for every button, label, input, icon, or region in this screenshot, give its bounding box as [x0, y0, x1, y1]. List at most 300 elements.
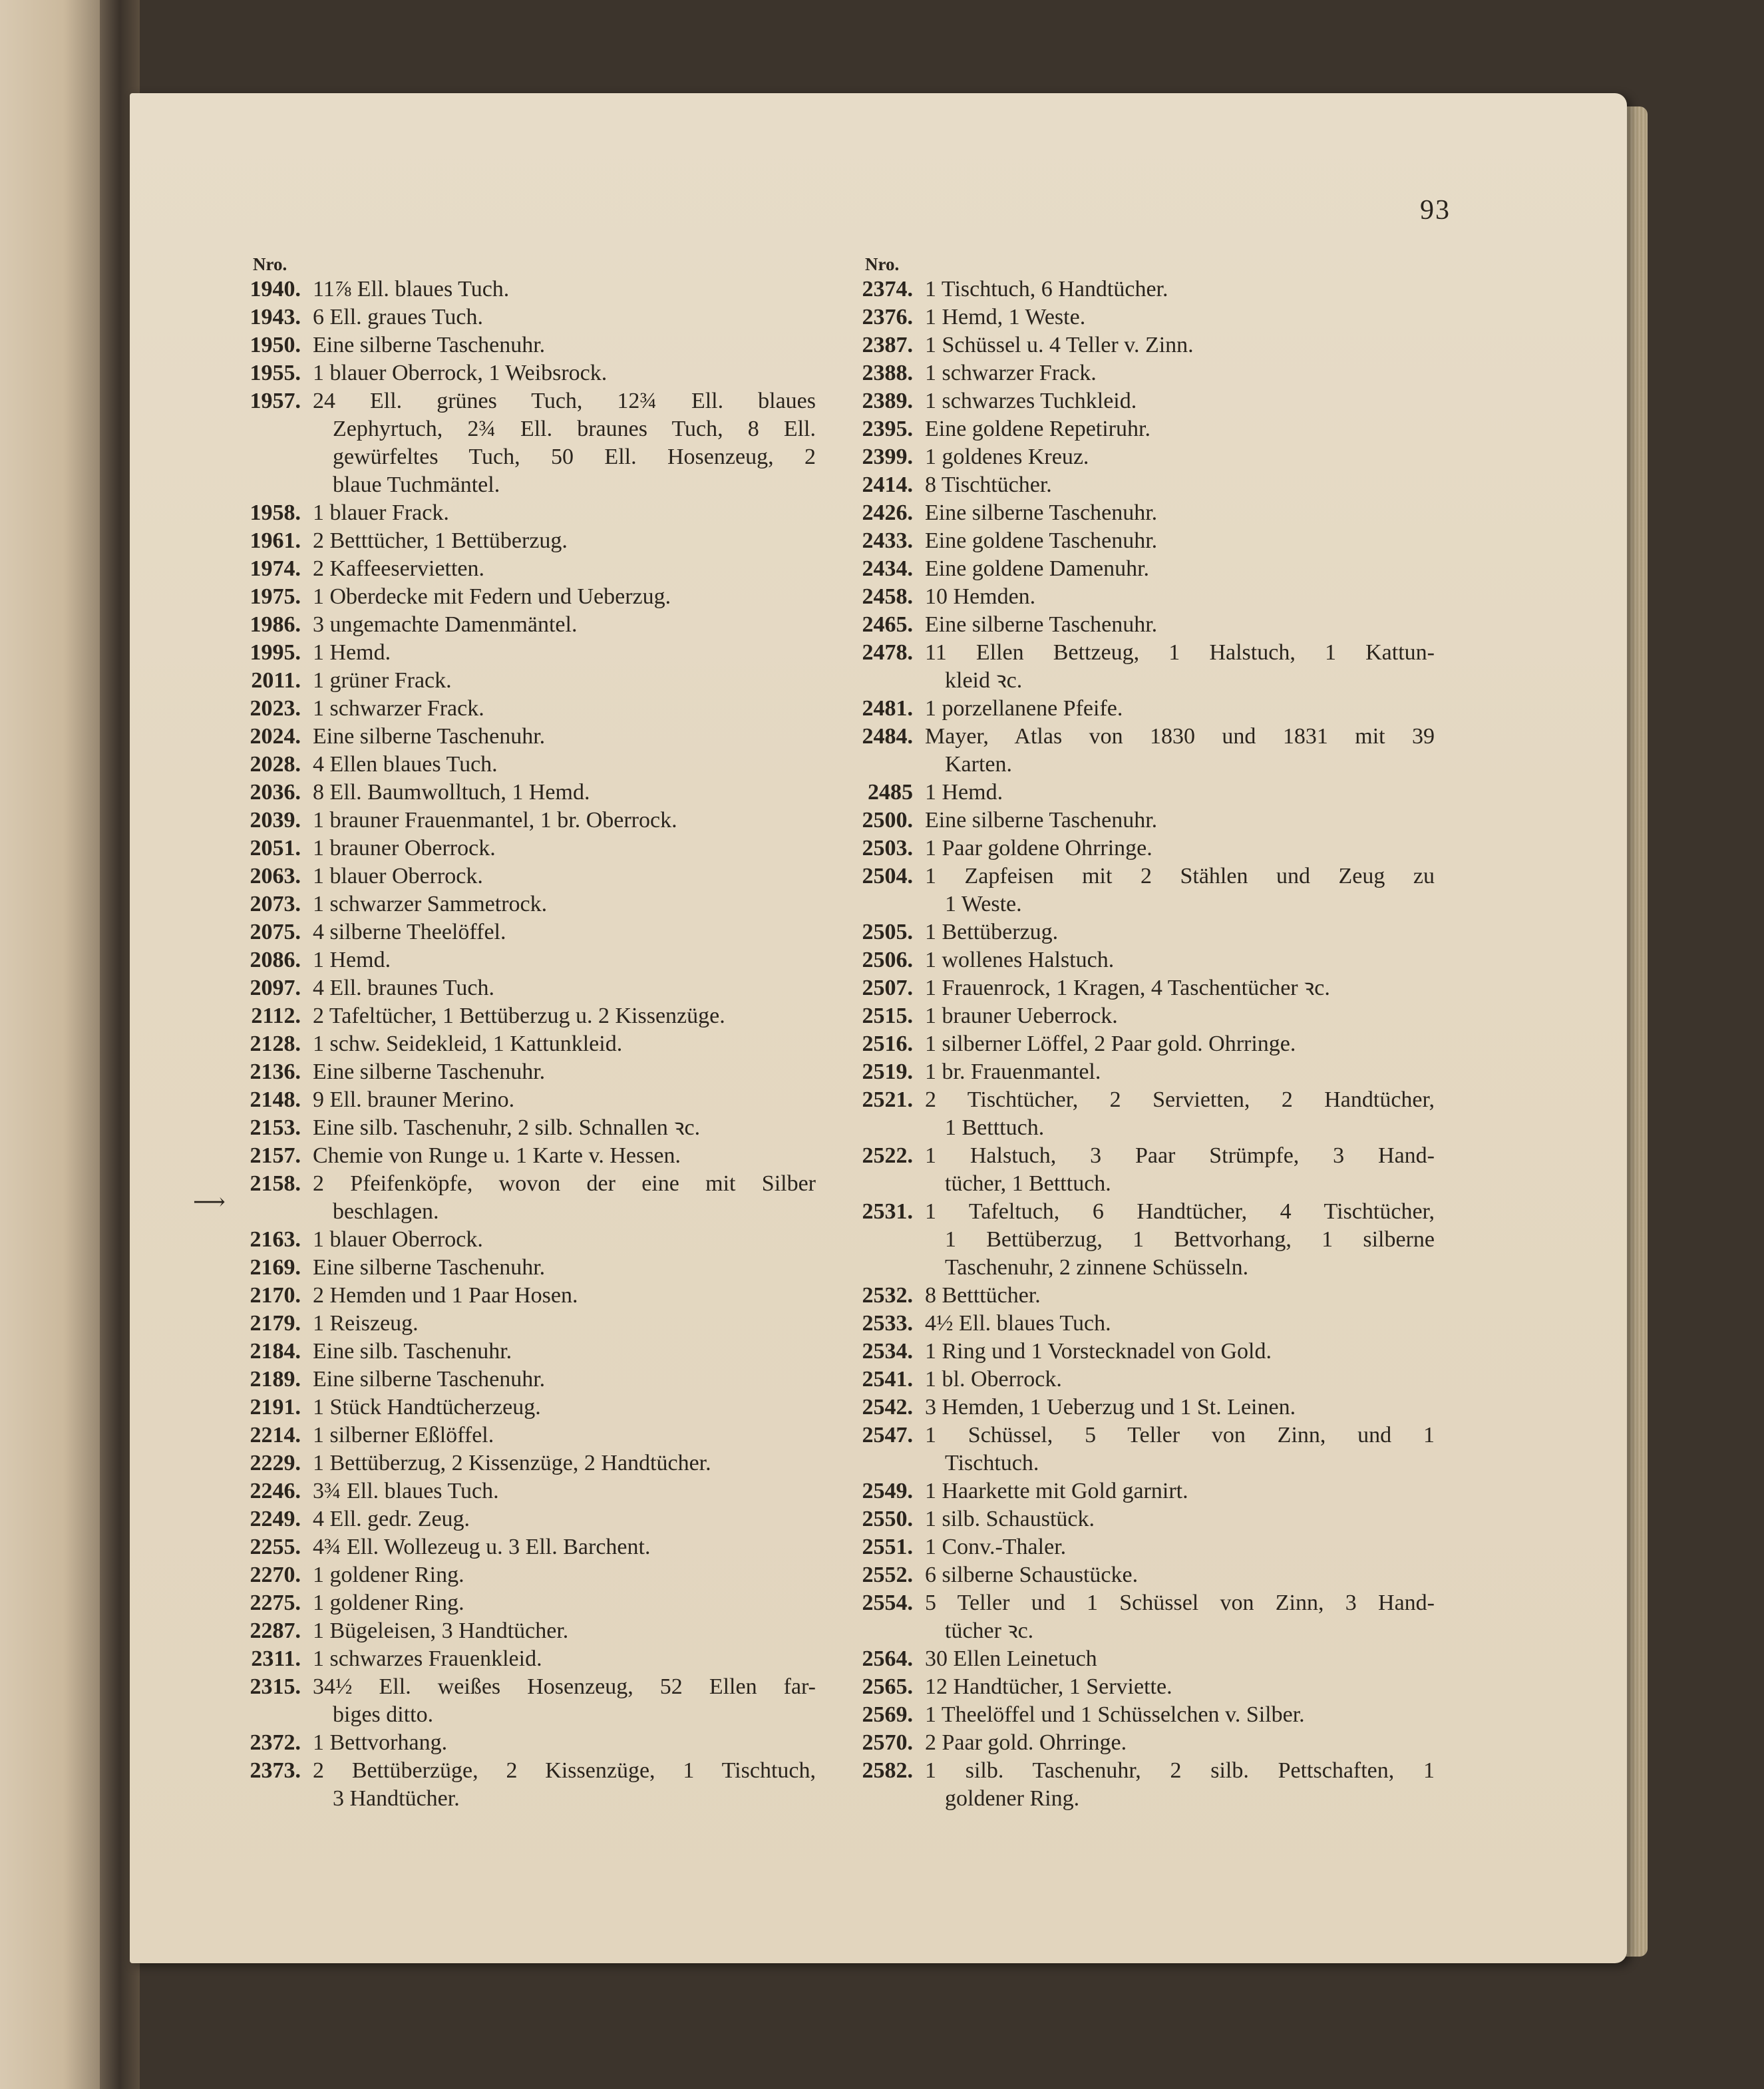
entry-description: 1 Hemd. [313, 948, 391, 972]
entry-number: 2086. [250, 948, 301, 972]
entry-description: 1 Betttuch. [945, 1115, 1045, 1140]
entry-description: blaue Tuchmäntel. [333, 473, 500, 497]
entry-description: Eine silberne Taschenuhr. [313, 1059, 546, 1084]
entry-description: 1 Haarkette mit Gold garnirt. [925, 1479, 1188, 1503]
entry-description: kleid ꝛc. [945, 668, 1023, 693]
list-item [832, 387, 1437, 415]
entry-description: 2 Tafeltücher, 1 Bettüberzug u. 2 Kissenzüge. [313, 1004, 725, 1028]
entry-description: Karten. [945, 752, 1013, 777]
entry-number: 1974. [250, 556, 301, 581]
list-item [220, 1282, 818, 1310]
entry-description: 4 silberne Theelöffel. [313, 920, 506, 944]
list-item [832, 331, 1437, 359]
list-item [220, 1533, 818, 1561]
list-item [220, 1170, 818, 1198]
entry-number: 2388. [862, 361, 913, 385]
entry-number: 2270. [250, 1563, 301, 1587]
list-item [832, 1673, 1437, 1701]
list-item-continuation [832, 1170, 1437, 1198]
entry-description: 6 silberne Schaustücke. [925, 1563, 1139, 1587]
entry-number: 2275. [250, 1591, 301, 1615]
entry-number: 2246. [250, 1479, 301, 1503]
list-item [832, 779, 1437, 807]
list-item [832, 1142, 1437, 1170]
entry-number [832, 1785, 925, 1813]
list-item-continuation [220, 443, 818, 471]
entry-number: 2516. [862, 1032, 913, 1056]
entry-description: 1 wollenes Halstuch. [925, 948, 1115, 972]
entry-description: Eine silberne Taschenuhr. [925, 612, 1158, 637]
list-item [220, 276, 818, 303]
entry-description: 1 Tafeltuch, 6 Handtücher, 4 Tischtücher, [925, 1199, 1435, 1224]
entry-description: 1 Schüssel u. 4 Teller v. Zinn. [925, 333, 1194, 357]
entry-number: 1940. [250, 277, 301, 301]
list-item-continuation [832, 1226, 1437, 1254]
entry-description: 4 Ell. gedr. Zeug. [313, 1507, 470, 1531]
list-item [220, 1561, 818, 1589]
entry-description: 1 Weste. [945, 892, 1022, 916]
entry-number: 2372. [250, 1730, 301, 1755]
entry-number: 1943. [250, 305, 301, 329]
list-item [832, 1198, 1437, 1226]
entry-number: 2169. [250, 1255, 301, 1280]
entry-description: 1 Ring und 1 Vorstecknadel von Gold. [925, 1339, 1272, 1364]
list-item [832, 1589, 1437, 1617]
entry-number: 2229. [250, 1451, 301, 1475]
entry-number [220, 1785, 313, 1813]
entry-description: 2 Tischtücher, 2 Servietten, 2 Handtücher, [925, 1087, 1435, 1112]
entry-number: 2389. [862, 389, 913, 413]
list-item-continuation [220, 1701, 818, 1729]
entry-description: 1 schwarzes Frauenkleid. [313, 1646, 542, 1671]
entry-description: 1 Bügeleisen, 3 Handtücher. [313, 1618, 569, 1643]
entry-number: 2157. [250, 1143, 301, 1168]
entry-number: 2128. [250, 1032, 301, 1056]
list-item-continuation [220, 415, 818, 443]
entry-description: Chemie von Runge u. 1 Karte v. Hessen. [313, 1143, 681, 1168]
entry-description: 2 Kaffeeservietten. [313, 556, 485, 581]
entry-number: 2158. [250, 1171, 301, 1196]
entry-description: 24 Ell. grünes Tuch, 12¾ Ell. blaues [313, 389, 816, 413]
entry-number: 2532. [862, 1283, 913, 1308]
list-item [832, 1561, 1437, 1589]
entry-number: 2028. [250, 752, 301, 777]
entry-description: biges ditto. [333, 1702, 434, 1727]
entry-number: 2148. [250, 1087, 301, 1112]
entry-number: 2541. [862, 1367, 913, 1392]
entry-number: 2551. [862, 1535, 913, 1559]
list-item [220, 918, 818, 946]
entry-number [832, 751, 925, 779]
previous-page-edge [0, 0, 106, 2089]
entry-number: 2569. [862, 1702, 913, 1727]
entry-description: 1 Oberdecke mit Federn und Ueberzug. [313, 584, 671, 609]
list-item [832, 1422, 1437, 1449]
entry-description: 1 goldener Ring. [313, 1563, 464, 1587]
entry-description: 1 Reiszeug. [313, 1311, 419, 1336]
entry-description: 2 Betttücher, 1 Bettüberzug. [313, 528, 568, 553]
entry-description: 2 Paar gold. Ohrringe. [925, 1730, 1127, 1755]
entry-description: tücher ꝛc. [945, 1618, 1034, 1643]
list-item [220, 1114, 818, 1142]
entry-number: 2504. [862, 864, 913, 888]
entry-number: 2481. [862, 696, 913, 721]
entry-number: 2387. [862, 333, 913, 357]
left-column [220, 253, 818, 1813]
entry-number: 2255. [250, 1535, 301, 1559]
entry-number: 2515. [862, 1004, 913, 1028]
list-item [832, 527, 1437, 555]
entry-description: Eine silberne Taschenuhr. [313, 1255, 546, 1280]
entry-description: 6 Ell. graues Tuch. [313, 305, 483, 329]
list-item [832, 1533, 1437, 1561]
entry-number: 2533. [862, 1311, 913, 1336]
entry-description: 1 schwarzer Frack. [925, 361, 1097, 385]
entry-description: tücher, 1 Betttuch. [945, 1171, 1111, 1196]
entry-description: 1 brauner Oberrock. [313, 836, 496, 860]
entry-number: 1975. [250, 584, 301, 609]
entry-number [832, 1617, 925, 1645]
entry-number: 2547. [862, 1423, 913, 1447]
entry-number: 2191. [250, 1395, 301, 1420]
entry-description: Tischtuch. [945, 1451, 1039, 1475]
entry-description: Eine silberne Taschenuhr. [925, 808, 1158, 833]
entry-number: 1961. [250, 528, 301, 553]
right-column [832, 253, 1437, 1813]
entry-description: 1 Frauenrock, 1 Kragen, 4 Taschentücher ꝛc. [925, 976, 1330, 1000]
list-item-continuation [832, 1449, 1437, 1477]
entry-description: 1 blauer Oberrock. [313, 864, 483, 888]
list-item [220, 639, 818, 667]
entry-number: 2170. [250, 1283, 301, 1308]
list-item-continuation [832, 751, 1437, 779]
entry-number: 2414. [862, 473, 913, 497]
entry-number [832, 667, 925, 695]
entry-number [220, 1198, 313, 1226]
entry-description: 1 porzellanene Pfeife. [925, 696, 1123, 721]
entry-description: 3¾ Ell. blaues Tuch. [313, 1479, 499, 1503]
entry-number: 2426. [862, 500, 913, 525]
entry-description: 2 Pfeifenköpfe, wovon der eine mit Silber [313, 1171, 816, 1196]
entry-number: 2189. [250, 1367, 301, 1392]
entry-description: 1 blauer Oberrock. [313, 1227, 483, 1252]
entry-number [832, 890, 925, 918]
entry-description: 1 schwarzes Tuchkleid. [925, 389, 1137, 413]
entry-number: 2373. [250, 1758, 301, 1783]
entry-description: 4¾ Ell. Wollezeug u. 3 Ell. Barchent. [313, 1535, 651, 1559]
entry-description: 1 blauer Oberrock, 1 Weibsrock. [313, 361, 608, 385]
entry-description: 5 Teller und 1 Schüssel von Zinn, 3 Hand- [925, 1591, 1435, 1615]
list-item [220, 1030, 818, 1058]
entry-number: 2097. [250, 976, 301, 1000]
entry-number: 2011. [251, 668, 301, 693]
column-header: Nro. [253, 254, 287, 274]
list-item [832, 1310, 1437, 1338]
list-item [832, 1282, 1437, 1310]
list-item [832, 555, 1437, 583]
entry-description: 1 Hemd, 1 Weste. [925, 305, 1086, 329]
entry-description: 1 silb. Schaustück. [925, 1507, 1095, 1531]
list-item [220, 331, 818, 359]
list-item [832, 1086, 1437, 1114]
entry-number: 2153. [250, 1115, 301, 1140]
entry-description: 3 Handtücher. [333, 1786, 460, 1811]
entry-number: 2024. [250, 724, 301, 749]
list-item [220, 387, 818, 415]
entry-number [220, 1701, 313, 1729]
entry-number [832, 1114, 925, 1142]
list-item [220, 1002, 818, 1030]
entry-number: 1986. [250, 612, 301, 637]
list-item [220, 1366, 818, 1394]
list-item [220, 1477, 818, 1505]
entry-number: 1955. [250, 361, 301, 385]
entry-number: 2023. [250, 696, 301, 721]
list-item [832, 1366, 1437, 1394]
column-header: Nro. [865, 254, 900, 274]
list-item [832, 1701, 1437, 1729]
entry-description: 1 schw. Seidekleid, 1 Kattunkleid. [313, 1032, 623, 1056]
list-item [220, 1226, 818, 1254]
list-item [220, 1338, 818, 1366]
entry-description: 11 Ellen Bettzeug, 1 Halstuch, 1 Kattun- [925, 640, 1435, 665]
list-item [220, 1142, 818, 1170]
entry-number: 2534. [862, 1339, 913, 1364]
list-item [220, 303, 818, 331]
list-item [832, 443, 1437, 471]
entry-number: 1958. [250, 500, 301, 525]
entry-number: 2249. [250, 1507, 301, 1531]
entry-number: 2582. [862, 1758, 913, 1783]
entry-description: 1 Zapfeisen mit 2 Stählen und Zeug zu [925, 864, 1435, 888]
entry-number: 2051. [250, 836, 301, 860]
entry-description: Eine silb. Taschenuhr. [313, 1339, 512, 1364]
entry-description: 8 Betttücher. [925, 1283, 1041, 1308]
entry-number [220, 443, 313, 471]
entry-description: 1 Conv.-Thaler. [925, 1535, 1067, 1559]
entry-description: 1 schwarzer Sammetrock. [313, 892, 548, 916]
entry-description: 3 ungemachte Damenmäntel. [313, 612, 578, 637]
entry-description: 1 silberner Löffel, 2 Paar gold. Ohrringe. [925, 1032, 1296, 1056]
list-item [832, 611, 1437, 639]
entry-number: 2531. [862, 1199, 913, 1224]
entry-number: 2506. [862, 948, 913, 972]
list-item [220, 835, 818, 862]
entry-number: 2112. [251, 1004, 301, 1028]
list-item [832, 695, 1437, 723]
entry-number: 2485 [868, 780, 913, 805]
list-item [832, 639, 1437, 667]
entry-number: 2395. [862, 417, 913, 441]
entry-number: 2519. [862, 1059, 913, 1084]
entry-number [832, 1226, 925, 1254]
entry-description: 1 br. Frauenmantel. [925, 1059, 1101, 1084]
list-item [220, 1086, 818, 1114]
list-item [220, 583, 818, 611]
page-stack-edge [1624, 106, 1648, 1957]
list-item [220, 527, 818, 555]
list-item-continuation [832, 667, 1437, 695]
entry-number: 2163. [250, 1227, 301, 1252]
list-item-continuation [220, 1198, 818, 1226]
entry-description: 1 Schüssel, 5 Teller von Zinn, und 1 [925, 1423, 1435, 1447]
entry-description: 12 Handtücher, 1 Serviette. [925, 1674, 1172, 1699]
list-item [220, 1058, 818, 1086]
entry-number: 2311. [251, 1646, 301, 1671]
entry-number: 2500. [862, 808, 913, 833]
entry-description: Eine goldene Repetiruhr. [925, 417, 1150, 441]
entry-description: 8 Ell. Baumwolltuch, 1 Hemd. [313, 780, 590, 805]
entry-number: 2063. [250, 864, 301, 888]
list-item [832, 1477, 1437, 1505]
entry-number: 2478. [862, 640, 913, 665]
entry-number: 2374. [862, 277, 913, 301]
list-item [832, 835, 1437, 862]
list-item [220, 1254, 818, 1282]
entry-description: 1 goldener Ring. [313, 1591, 464, 1615]
entry-description: 11⅞ Ell. blaues Tuch. [313, 277, 510, 301]
list-item [220, 695, 818, 723]
list-item [220, 1757, 818, 1785]
entry-number: 2073. [250, 892, 301, 916]
entry-number: 2036. [250, 780, 301, 805]
entry-number: 2507. [862, 976, 913, 1000]
entry-list [220, 276, 818, 1813]
list-item [220, 1394, 818, 1422]
list-item [220, 862, 818, 890]
list-item [832, 1002, 1437, 1030]
entry-description: 1 Hemd. [313, 640, 391, 665]
entry-description: 1 goldenes Kreuz. [925, 445, 1089, 469]
entry-number: 2522. [862, 1143, 913, 1168]
entry-description: 1 Paar goldene Ohrringe. [925, 836, 1152, 860]
entry-description: 1 silberner Eßlöffel. [313, 1423, 494, 1447]
entry-description: 1 bl. Oberrock. [925, 1367, 1062, 1392]
entry-description: Mayer, Atlas von 1830 und 1831 mit 39 [925, 724, 1435, 749]
entry-number: 2376. [862, 305, 913, 329]
margin-arrow-mark: ⟶ [193, 1190, 226, 1215]
entry-description: 1 Bettvorhang. [313, 1730, 448, 1755]
list-item [832, 499, 1437, 527]
entry-number: 2465. [862, 612, 913, 637]
list-item-continuation [832, 1254, 1437, 1282]
list-item [832, 1058, 1437, 1086]
list-item [832, 1030, 1437, 1058]
list-item [832, 723, 1437, 751]
entry-number: 2505. [862, 920, 913, 944]
entry-number: 2433. [862, 528, 913, 553]
list-item [832, 862, 1437, 890]
list-item [832, 1505, 1437, 1533]
entry-description: 1 blauer Frack. [313, 500, 449, 525]
list-item [220, 974, 818, 1002]
list-item [832, 359, 1437, 387]
entry-number: 2214. [250, 1423, 301, 1447]
entry-description: 4 Ellen blaues Tuch. [313, 752, 498, 777]
entry-number: 1995. [250, 640, 301, 665]
list-item [220, 807, 818, 835]
list-item [832, 1729, 1437, 1757]
entry-number: 2039. [250, 808, 301, 833]
list-item [220, 1589, 818, 1617]
entry-number: 2075. [250, 920, 301, 944]
list-item-continuation [832, 1617, 1437, 1645]
list-item [220, 555, 818, 583]
list-item [220, 1673, 818, 1701]
list-item [832, 946, 1437, 974]
page-number: 93 [1420, 195, 1451, 226]
entry-description: 1 silb. Taschenuhr, 2 silb. Pettschaften, 1 [925, 1758, 1435, 1783]
entry-description: gewürfeltes Tuch, 50 Ell. Hosenzeug, 2 [333, 445, 816, 469]
list-item [220, 890, 818, 918]
list-item [832, 1338, 1437, 1366]
list-item [832, 807, 1437, 835]
entry-description: 1 Theelöffel und 1 Schüsselchen v. Silber. [925, 1702, 1305, 1727]
list-item [220, 779, 818, 807]
entry-description: 1 grüner Frack. [313, 668, 452, 693]
entry-number [832, 1170, 925, 1198]
entry-number: 2564. [862, 1646, 913, 1671]
entry-number: 2399. [862, 445, 913, 469]
list-item [220, 1449, 818, 1477]
entry-description: 1 Bettüberzug, 2 Kissenzüge, 2 Handtücher. [313, 1451, 711, 1475]
entry-number: 2287. [250, 1618, 301, 1643]
entry-description: 1 brauner Frauenmantel, 1 br. Oberrock. [313, 808, 677, 833]
entry-number: 2184. [250, 1339, 301, 1364]
entry-number: 2550. [862, 1507, 913, 1531]
entry-description: beschlagen. [333, 1199, 439, 1224]
entry-description: Zephyrtuch, 2¾ Ell. braunes Tuch, 8 Ell. [333, 417, 816, 441]
entry-description: 2 Hemden und 1 Paar Hosen. [313, 1283, 578, 1308]
entry-description: 30 Ellen Leinetuch [925, 1646, 1097, 1671]
entry-number: 2315. [250, 1674, 301, 1699]
entry-number [832, 1449, 925, 1477]
entry-description: Eine silberne Taschenuhr. [925, 500, 1158, 525]
entry-description: 1 schwarzer Frack. [313, 696, 484, 721]
entry-description: Taschenuhr, 2 zinnene Schüsseln. [945, 1255, 1249, 1280]
entry-description: 1 Bettüberzug, 1 Bettvorhang, 1 silberne [945, 1227, 1435, 1252]
entry-description: 1 Hemd. [925, 780, 1003, 805]
entry-description: 4 Ell. braunes Tuch. [313, 976, 494, 1000]
list-item [220, 499, 818, 527]
entry-number: 1950. [250, 333, 301, 357]
entry-number [832, 1254, 925, 1282]
entry-number: 2552. [862, 1563, 913, 1587]
entry-description: 2 Bettüberzüge, 2 Kissenzüge, 1 Tischtuch, [313, 1758, 816, 1783]
entry-description: 1 Tischtuch, 6 Handtücher. [925, 277, 1168, 301]
list-item [832, 1394, 1437, 1422]
list-item [220, 1422, 818, 1449]
entry-description: 9 Ell. brauner Merino. [313, 1087, 515, 1112]
entry-description: 1 Stück Handtücherzeug. [313, 1395, 541, 1420]
list-item [220, 1617, 818, 1645]
entry-number: 2565. [862, 1674, 913, 1699]
list-item [832, 1757, 1437, 1785]
list-item [220, 751, 818, 779]
entry-list [832, 276, 1437, 1813]
entry-number [220, 415, 313, 443]
list-item [832, 415, 1437, 443]
entry-description: Eine silb. Taschenuhr, 2 silb. Schnallen ꝛc. [313, 1115, 701, 1140]
list-item [220, 611, 818, 639]
list-item [220, 359, 818, 387]
entry-number: 2503. [862, 836, 913, 860]
entry-description: 1 Bettüberzug. [925, 920, 1059, 944]
list-item-continuation [832, 1114, 1437, 1142]
list-item [832, 1645, 1437, 1673]
list-item [220, 723, 818, 751]
list-item-continuation [832, 1785, 1437, 1813]
